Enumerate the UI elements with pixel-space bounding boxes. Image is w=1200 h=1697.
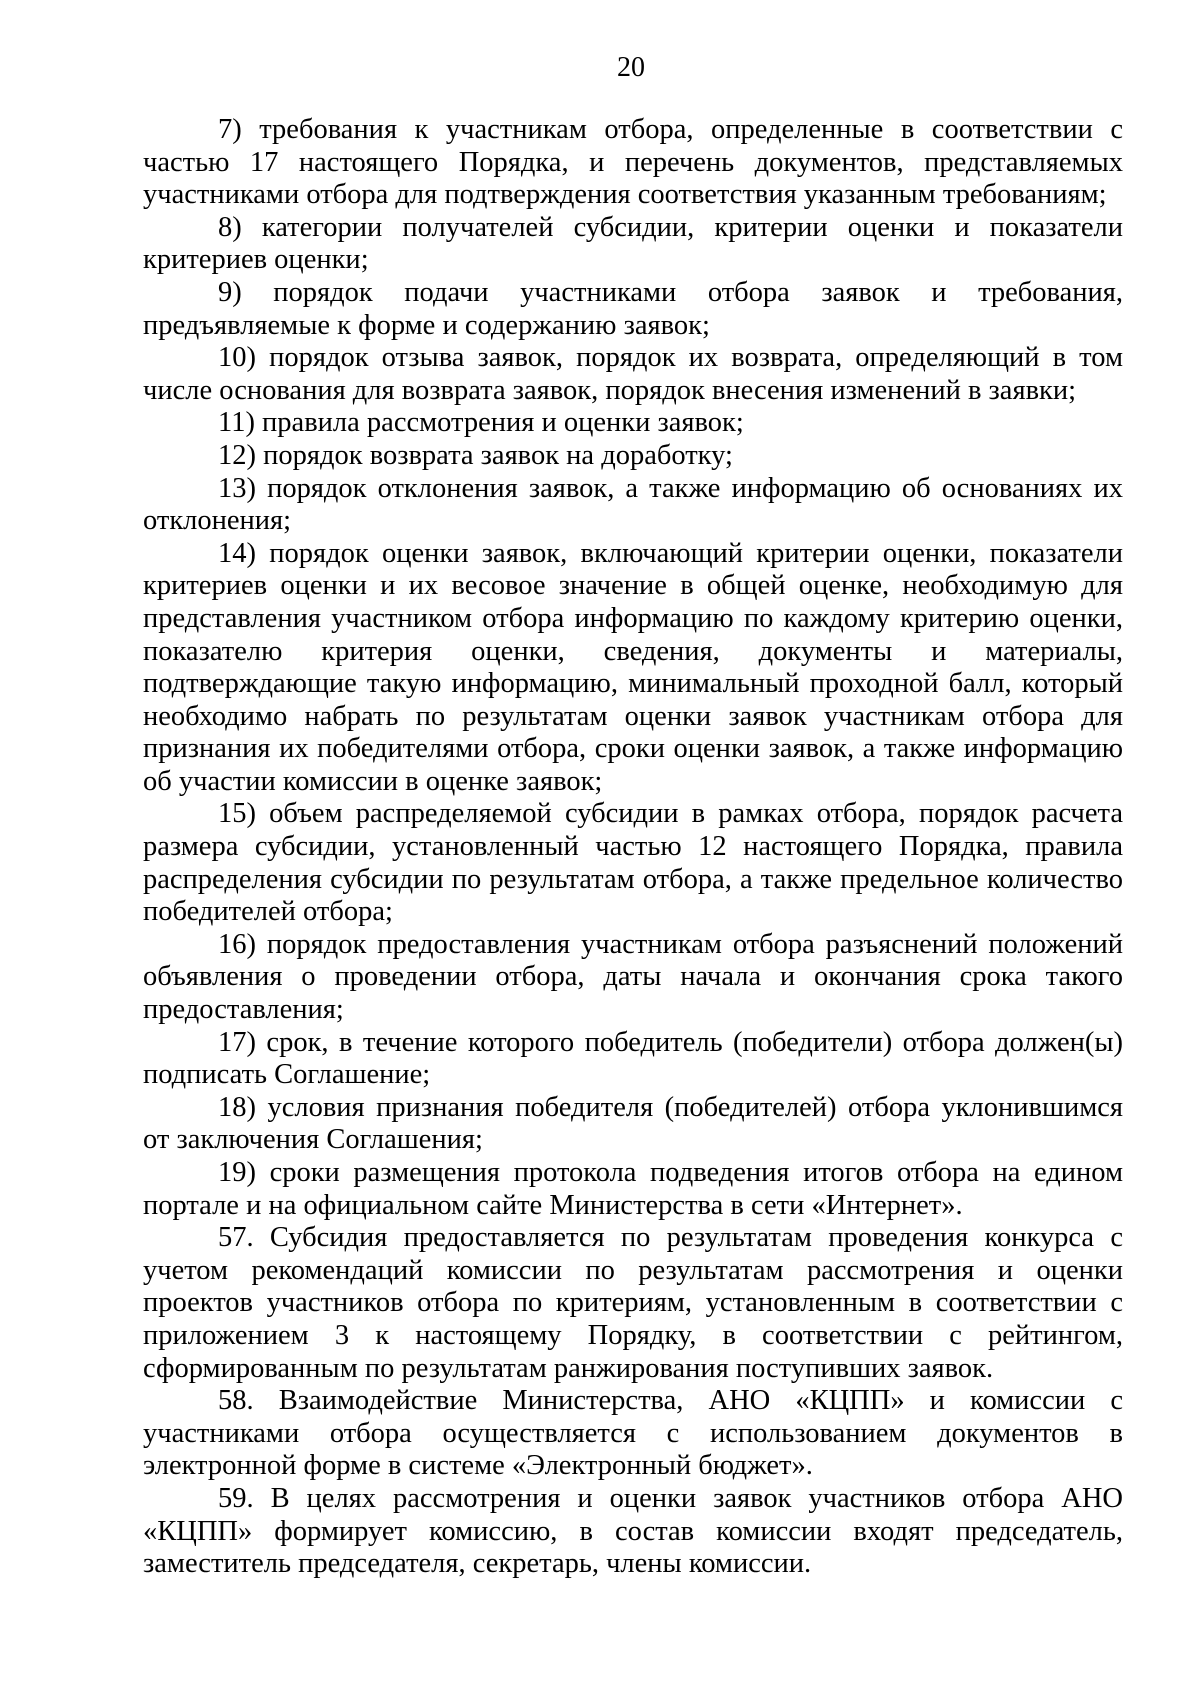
list-item-9: 9) порядок подачи участниками отбора заявок и требования, предъявляемые к форме и содержанию заявок; <box>143 276 1123 341</box>
list-item-14: 14) порядок оценки заявок, включающий критерии оценки, показатели критериев оценки и их весовое значение в общей оценке, необходимую для представления участником отбора информацию по каждому критерию оценки, показателю критерия оценки, сведения, документы и материалы, подтверждающие такую информацию, минимальный проходной балл, который необходимо набрать по результатам оценки заявок участникам отбора для признания их победителями отбора, сроки оценки заявок, а также информацию об участии комиссии в оценке заявок; <box>143 537 1123 797</box>
section-58: 58. Взаимодействие Министерства, АНО «КЦПП» и комиссии с участниками отбора осуществляется с использованием документов в электронной форме в системе «Электронный бюджет». <box>143 1385 1123 1482</box>
document-body <box>143 114 1123 1581</box>
section-59: 59. В целях рассмотрения и оценки заявок участников отбора АНО «КЦПП» формирует комиссию, в состав комиссии входят председатель, заместитель председателя, секретарь, члены комиссии. <box>143 1482 1123 1580</box>
list-item-12: 12) порядок возврата заявок на доработку; <box>218 439 733 471</box>
list-item-19: 19) сроки размещения протокола подведения итогов отбора на едином портале и на официальном сайте Министерства в сети «Интернет». <box>143 1157 1123 1221</box>
section-57: 57. Субсидия предоставляется по результатам проведения конкурса с учетом рекомендаций комиссии по результатам рассмотрения и оценки проектов участников отбора по критериям, установленным в соответствии с приложением 3 к настоящему Порядку, в соответствии с рейтингом, сформированным по результатам ранжирования поступивших заявок. <box>143 1222 1123 1384</box>
list-item-16: 16) порядок предоставления участникам отбора разъяснений положений объявления о проведении отбора, даты начала и окончания срока такого предоставления; <box>143 928 1123 1026</box>
list-item-7: 7) требования к участникам отбора, определенные в соответствии с частью 17 настоящего Порядка, и перечень документов, представляемых участниками отбора для подтверждения соответствия указанным требованиям; <box>143 114 1123 211</box>
list-item-10: 10) порядок отзыва заявок, порядок их возврата, определяющий в том числе основания для возврата заявок, порядок внесения изменений в заявки; <box>143 342 1123 406</box>
list-item-13: 13) порядок отклонения заявок, а также информацию об основаниях их отклонения; <box>143 472 1123 537</box>
page-number: 20 <box>617 52 645 83</box>
list-item-17: 17) срок, в течение которого победитель (победители) отбора должен(ы) подписать Соглашение; <box>143 1026 1123 1091</box>
list-item-8: 8) категории получателей субсидии, критерии оценки и показатели критериев оценки; <box>143 211 1123 276</box>
list-item-15: 15) объем распределяемой субсидии в рамках отбора, порядок расчета размера субсидии, установленный частью 12 настоящего Порядка, правила распределения субсидии по результатам отбора, а также предельное количество победителей отбора; <box>143 798 1123 928</box>
list-item-11: 11) правила рассмотрения и оценки заявок; <box>218 407 744 439</box>
list-item-18: 18) условия признания победителя (победителей) отбора уклонившимся от заключения Соглашения; <box>143 1091 1123 1156</box>
